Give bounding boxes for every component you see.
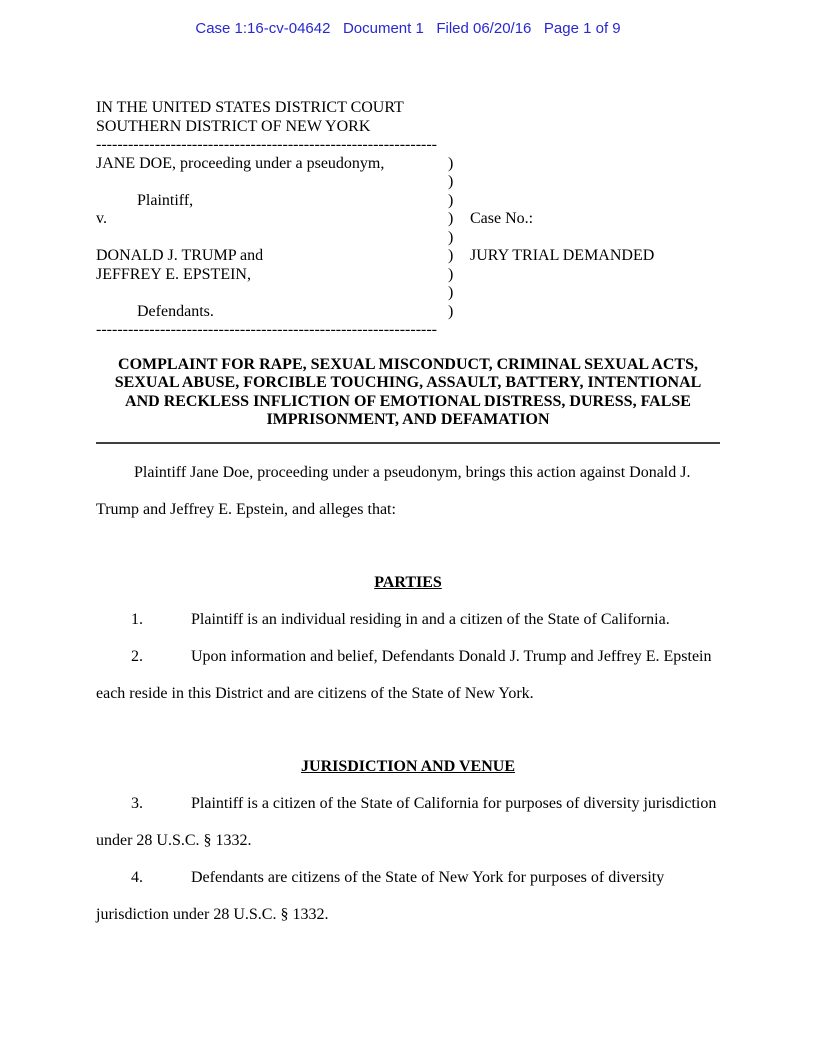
caption-paren: ): [448, 191, 454, 209]
caption-party-text: v.: [96, 210, 107, 227]
complaint-title: [96, 356, 720, 430]
title-rule: [96, 442, 720, 444]
numbered-paragraph-2: [96, 638, 720, 712]
section-heading-text: PARTIES: [374, 573, 442, 591]
complaint-title-line: COMPLAINT FOR RAPE, SEXUAL MISCONDUCT, CRIMINAL SEXUAL ACTS,: [118, 355, 698, 373]
paragraph-number: 4.: [131, 868, 143, 886]
caption-row: [96, 229, 720, 248]
court-name-block: [96, 99, 720, 136]
section-heading-parties: [96, 564, 720, 601]
caption-row: [96, 210, 720, 229]
caption-party-text: JEFFREY E. EPSTEIN,: [96, 265, 251, 283]
complaint-title-line: IMPRISONMENT, AND DEFAMATION: [266, 411, 550, 428]
caption-paren: ): [448, 173, 454, 190]
caption-paren: ): [448, 228, 454, 246]
caption-divider-bottom: ----------------------------------------------------------------: [96, 321, 437, 338]
caption-party-text: Plaintiff,: [137, 191, 194, 209]
caption-case-text: [470, 192, 720, 211]
numbered-paragraph-4: [96, 859, 720, 933]
caption-case-number-label: Case No.:: [470, 210, 534, 227]
section-heading-jurisdiction: [96, 748, 720, 785]
intro-paragraph: Plaintiff Jane Doe, proceeding under a pseudonym, brings this action against Donald J. Trump and Jeffrey E. Epstein, and alleges that:: [96, 463, 691, 518]
caption-party-text: [96, 173, 448, 192]
complaint-title-line: AND RECKLESS INFLICTION OF EMOTIONAL DISTRESS, DURESS, FALSE: [125, 392, 691, 410]
paragraph-text: Plaintiff is an individual residing in and a citizen of the State of California.: [191, 610, 670, 628]
case-caption: [96, 155, 720, 322]
caption-divider-top: ----------------------------------------------------------------: [96, 136, 437, 153]
caption-jury-demand: JURY TRIAL DEMANDED: [470, 247, 655, 264]
caption-paren: ): [448, 284, 454, 301]
ecf-filing-stamp: Case 1:16-cv-04642 Document 1 Filed 06/20/16 Page 1 of 9: [195, 20, 621, 37]
caption-paren: ): [448, 265, 454, 283]
caption-row: [96, 173, 720, 192]
court-name-line2: SOUTHERN DISTRICT OF NEW YORK: [96, 117, 371, 135]
caption-paren: ): [448, 247, 454, 264]
paragraph-text: Upon information and belief, Defendants Donald J. Trump and Jeffrey E. Epstein each reside in this District and are citizens of the State of New York.: [96, 647, 712, 702]
section-heading-text: JURISDICTION AND VENUE: [301, 757, 515, 775]
caption-party-text: Defendants.: [137, 302, 214, 320]
caption-paren: ): [448, 154, 454, 172]
paragraph-text: Plaintiff is a citizen of the State of California for purposes of diversity jurisdiction under 28 U.S.C. § 1332.: [96, 794, 717, 849]
numbered-paragraph-1: [96, 601, 720, 638]
court-name-line1: IN THE UNITED STATES DISTRICT COURT: [96, 99, 404, 116]
caption-row: [96, 284, 720, 303]
numbered-paragraph-3: [96, 785, 720, 859]
caption-case-text: [470, 229, 720, 248]
document-content: [0, 99, 816, 933]
caption-paren: ): [448, 302, 454, 320]
caption-party-text: JANE DOE, proceeding under a pseudonym,: [96, 154, 385, 172]
caption-row: [96, 192, 720, 211]
caption-row: [96, 155, 720, 174]
caption-row: [96, 266, 720, 285]
caption-case-text: [470, 155, 720, 174]
complaint-title-line: SEXUAL ABUSE, FORCIBLE TOUCHING, ASSAULT, BATTERY, INTENTIONAL: [114, 374, 702, 391]
caption-row: [96, 303, 720, 322]
paragraph-number: 2.: [131, 647, 143, 665]
caption-party-text: [96, 284, 448, 303]
caption-case-text: [470, 266, 720, 285]
caption-party-text: DONALD J. TRUMP and: [96, 247, 264, 264]
caption-case-text: [470, 284, 720, 303]
paragraph-number: 3.: [131, 794, 143, 812]
caption-row: [96, 247, 720, 266]
caption-party-text: [96, 229, 448, 248]
caption-paren: ): [448, 210, 454, 227]
caption-case-text: [470, 173, 720, 192]
caption-case-text: [470, 303, 720, 322]
paragraph-text: Defendants are citizens of the State of New York for purposes of diversity jurisdiction under 28 U.S.C. § 1332.: [96, 868, 665, 923]
paragraph-number: 1.: [131, 610, 143, 628]
